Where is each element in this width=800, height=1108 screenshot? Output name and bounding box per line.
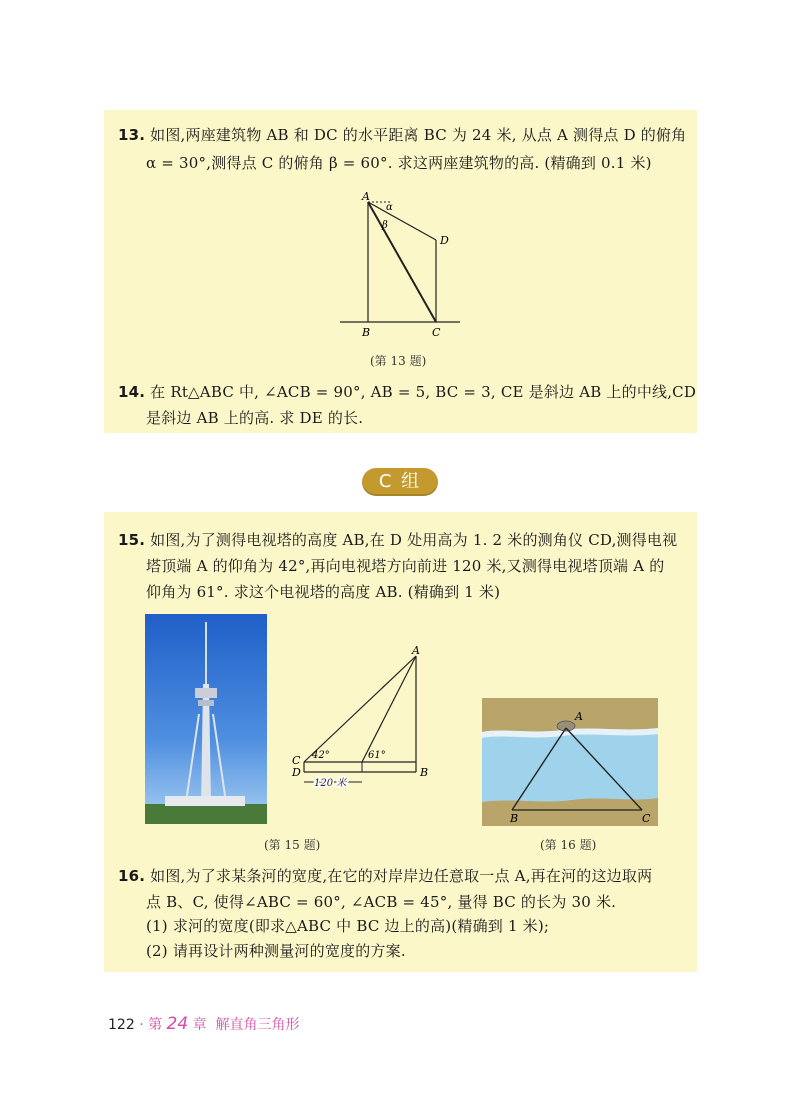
group-c-badge: C 组 [362, 468, 438, 496]
sight-line-61 [362, 656, 416, 762]
problem-14-line-1 [118, 382, 696, 402]
problem-15-text-1: 如图,为了测得电视塔的高度 AB,在 D 处用高为 1. 2 米的测角仪 CD,测得电视 [150, 531, 678, 549]
line-ac [368, 202, 436, 322]
problem-16-number: 16. [118, 867, 146, 885]
problem-16-text-1: 如图,为了求某条河的宽度,在它的对岸岸边任意取一点 A,再在河的这边取两 [150, 867, 653, 885]
problem-15-line-1 [118, 530, 677, 550]
page-number: 122 [108, 1017, 135, 1033]
page-footer [108, 1014, 300, 1034]
label-b: B [510, 812, 519, 825]
problem-15-number: 15. [118, 531, 146, 549]
label-a: A [362, 190, 370, 203]
caption-13: (第 13 题) [370, 354, 427, 368]
label-d: D [440, 234, 449, 247]
caption-16: (第 16 题) [540, 838, 597, 852]
figure-15 [286, 644, 436, 794]
chapter-suffix: 章 [192, 1017, 207, 1033]
label-alpha: α [386, 202, 393, 213]
label-beta: β [382, 220, 388, 231]
footer-separator: · [139, 1017, 144, 1033]
problem-16-part-2: (2) 请再设计两种测量河的宽度的方案. [146, 942, 406, 960]
label-b: B [362, 326, 371, 339]
label-a: A [575, 710, 583, 723]
problem-13-text-2: α = 30°,测得点 C 的俯角 β = 60°. 求这两座建筑物的高. (精确到 0.1 米) [146, 154, 652, 172]
problem-16-part-1: (1) 求河的宽度(即求△ABC 中 BC 边上的高)(精确到 1 米); [146, 917, 550, 935]
sight-line-42 [304, 656, 416, 762]
tv-tower-photo [145, 614, 267, 824]
angle-61: 61° [368, 750, 386, 761]
problem-13-number: 13. [118, 126, 146, 144]
label-c: C [292, 754, 301, 767]
chapter-number: 24 [166, 1014, 189, 1034]
figure-13 [330, 188, 470, 348]
caption-15: (第 15 题) [264, 838, 321, 852]
figure-16-river [482, 698, 658, 826]
problem-16-text-2: 点 B、C, 使得∠ABC = 60°, ∠ACB = 45°, 量得 BC 的长为 30 米. [146, 893, 617, 911]
problem-15-text-2: 塔顶端 A 的仰角为 42°,再向电视塔方向前进 120 米,又测得电视塔顶端 A 的 [146, 557, 665, 575]
problem-16-line-1 [118, 866, 652, 886]
problem-14-text-2: 是斜边 AB 上的高. 求 DE 的长. [146, 409, 364, 427]
problem-15-text-3: 仰角为 61°. 求这个电视塔的高度 AB. (精确到 1 米) [146, 583, 501, 601]
problem-13-line-1 [118, 125, 686, 145]
label-b: B [420, 766, 429, 779]
label-a: A [412, 644, 420, 657]
label-d: D [292, 766, 301, 779]
problem-14-number: 14. [118, 383, 146, 401]
problem-13-text-1: 如图,两座建筑物 AB 和 DC 的水平距离 BC 为 24 米, 从点 A 测得点 D 的俯角 [150, 126, 687, 144]
chapter-prefix: 第 [148, 1017, 163, 1033]
label-c: C [642, 812, 651, 825]
distance-label: 120 米 [314, 778, 347, 789]
chapter-title: 解直角三角形 [215, 1017, 300, 1033]
angle-42: 42° [312, 750, 330, 761]
problem-14-text-1: 在 Rt△ABC 中, ∠ACB = 90°, AB = 5, BC = 3, CE 是斜边 AB 上的中线,CD [150, 383, 697, 401]
label-c: C [432, 326, 441, 339]
